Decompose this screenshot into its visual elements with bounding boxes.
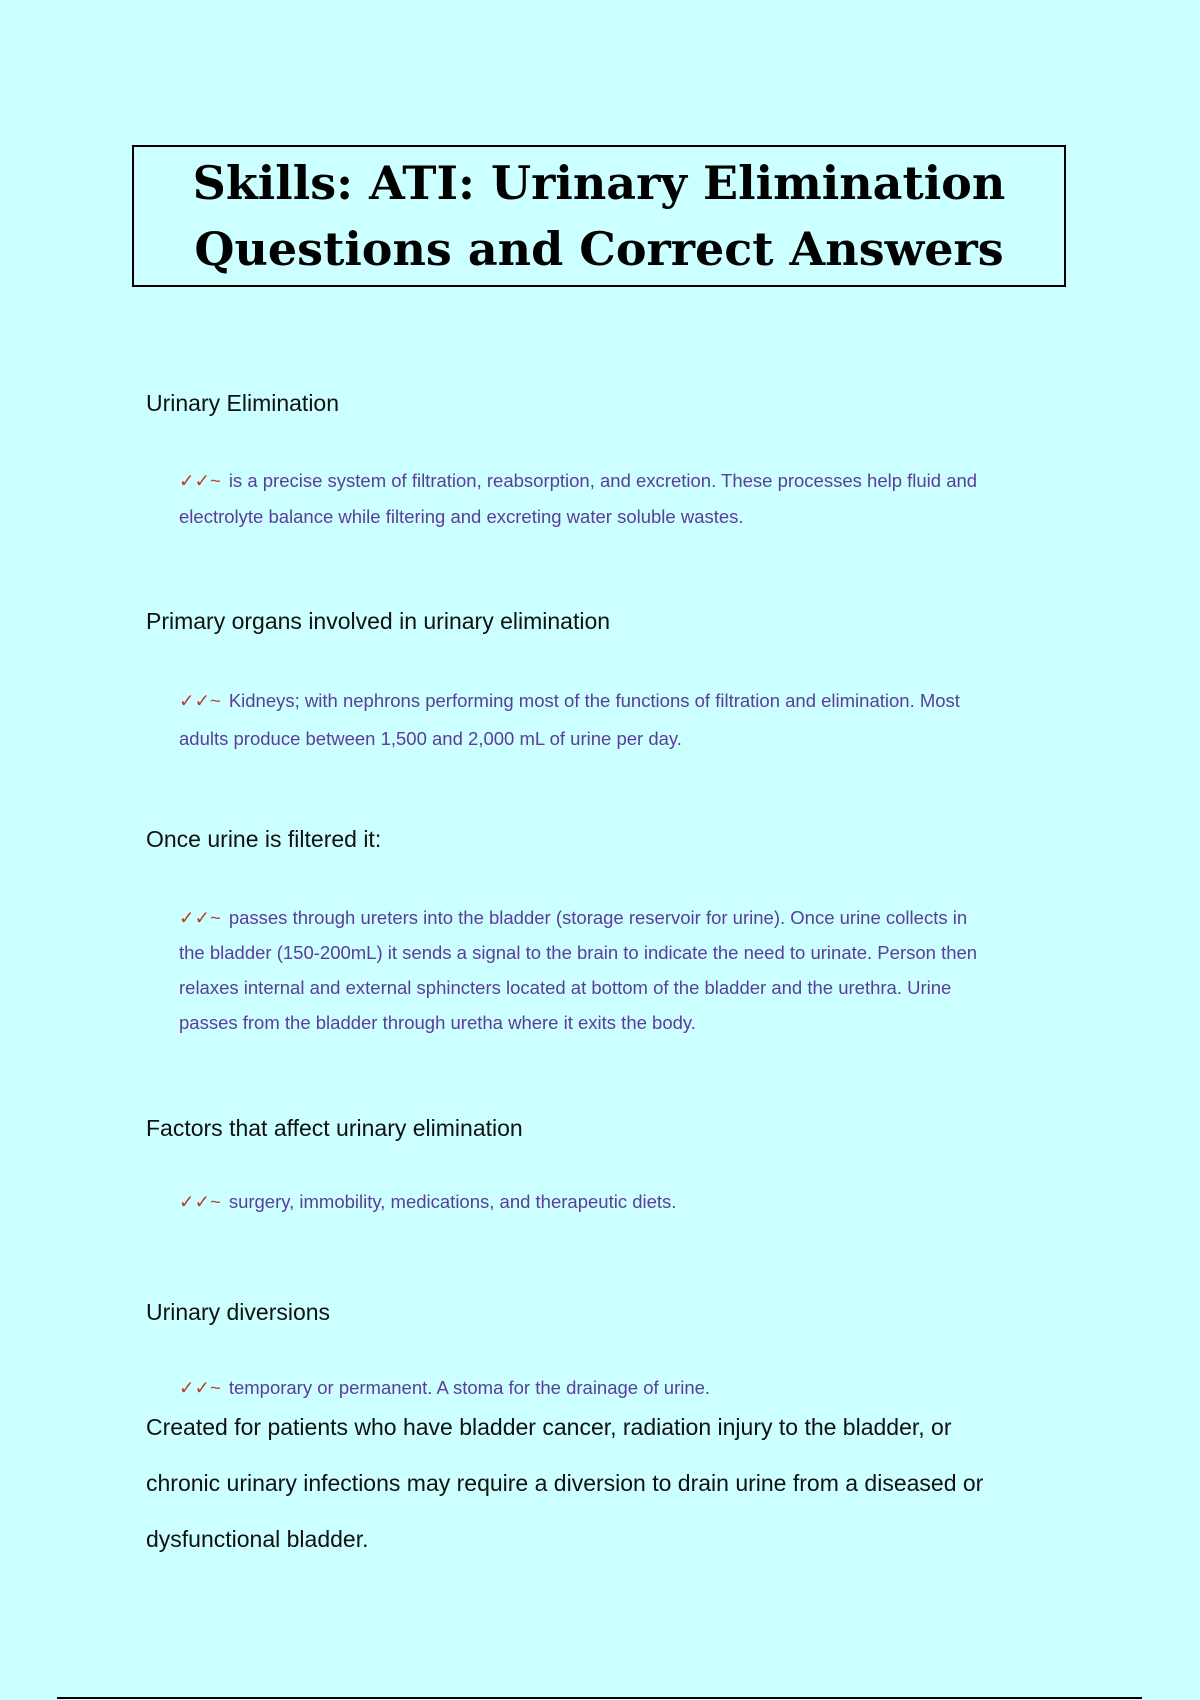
title-line-1: Skills: ATI: Urinary Elimination [192, 156, 1006, 210]
question-heading: Factors that affect urinary elimination [146, 1115, 523, 1141]
answer-line: ✓✓~ passes through ureters into the bladder (storage reservoir for urine). Once urine collects in [179, 907, 968, 928]
title-line-2: Questions and Correct Answers [194, 222, 1004, 276]
question-heading: Urinary diversions [146, 1299, 331, 1325]
answer-block [179, 1189, 1059, 1215]
answer-line: ✓✓~ is a precise system of filtration, reabsorption, and excretion. These processes help fluid and [179, 470, 978, 491]
check-icon: ✓✓~ [179, 470, 221, 491]
answer-line: ✓✓~ temporary or permanent. A stoma for the drainage of urine. [179, 1377, 711, 1398]
answer-block [179, 463, 1059, 535]
answer-block [179, 900, 1059, 1040]
check-icon: ✓✓~ [179, 907, 221, 928]
check-icon: ✓✓~ [179, 1191, 221, 1212]
answer-block [179, 682, 1059, 758]
answer-line: passes from the bladder through uretha where it exits the body. [179, 1012, 696, 1033]
title-box [132, 145, 1066, 287]
check-icon: ✓✓~ [179, 690, 221, 711]
answer-line: the bladder (150-200mL) it sends a signal to the brain to indicate the need to urinate. Person then [179, 942, 978, 963]
bottom-divider [57, 1697, 1142, 1699]
check-icon: ✓✓~ [179, 1377, 221, 1398]
diversion-description [146, 1399, 983, 1567]
answer-line: ✓✓~ surgery, immobility, medications, and therapeutic diets. [179, 1191, 677, 1212]
answer-line: adults produce between 1,500 and 2,000 mL of urine per day. [179, 728, 682, 749]
question-heading: Once urine is filtered it: [146, 826, 382, 852]
question-heading: Primary organs involved in urinary elimination [146, 608, 611, 634]
answer-line: ✓✓~ Kidneys; with nephrons performing most of the functions of filtration and elimination. Most [179, 690, 960, 711]
answer-block [179, 1375, 1059, 1401]
description-line: Created for patients who have bladder cancer, radiation injury to the bladder, or [146, 1414, 952, 1440]
description-line: chronic urinary infections may require a diversion to drain urine from a diseased or [146, 1470, 984, 1496]
description-line: dysfunctional bladder. [146, 1526, 369, 1552]
question-heading: Urinary Elimination [146, 390, 340, 416]
answer-line: relaxes internal and external sphincters located at bottom of the bladder and the urethra. Urine [179, 977, 952, 998]
answer-line: electrolyte balance while filtering and excreting water soluble wastes. [179, 506, 744, 527]
